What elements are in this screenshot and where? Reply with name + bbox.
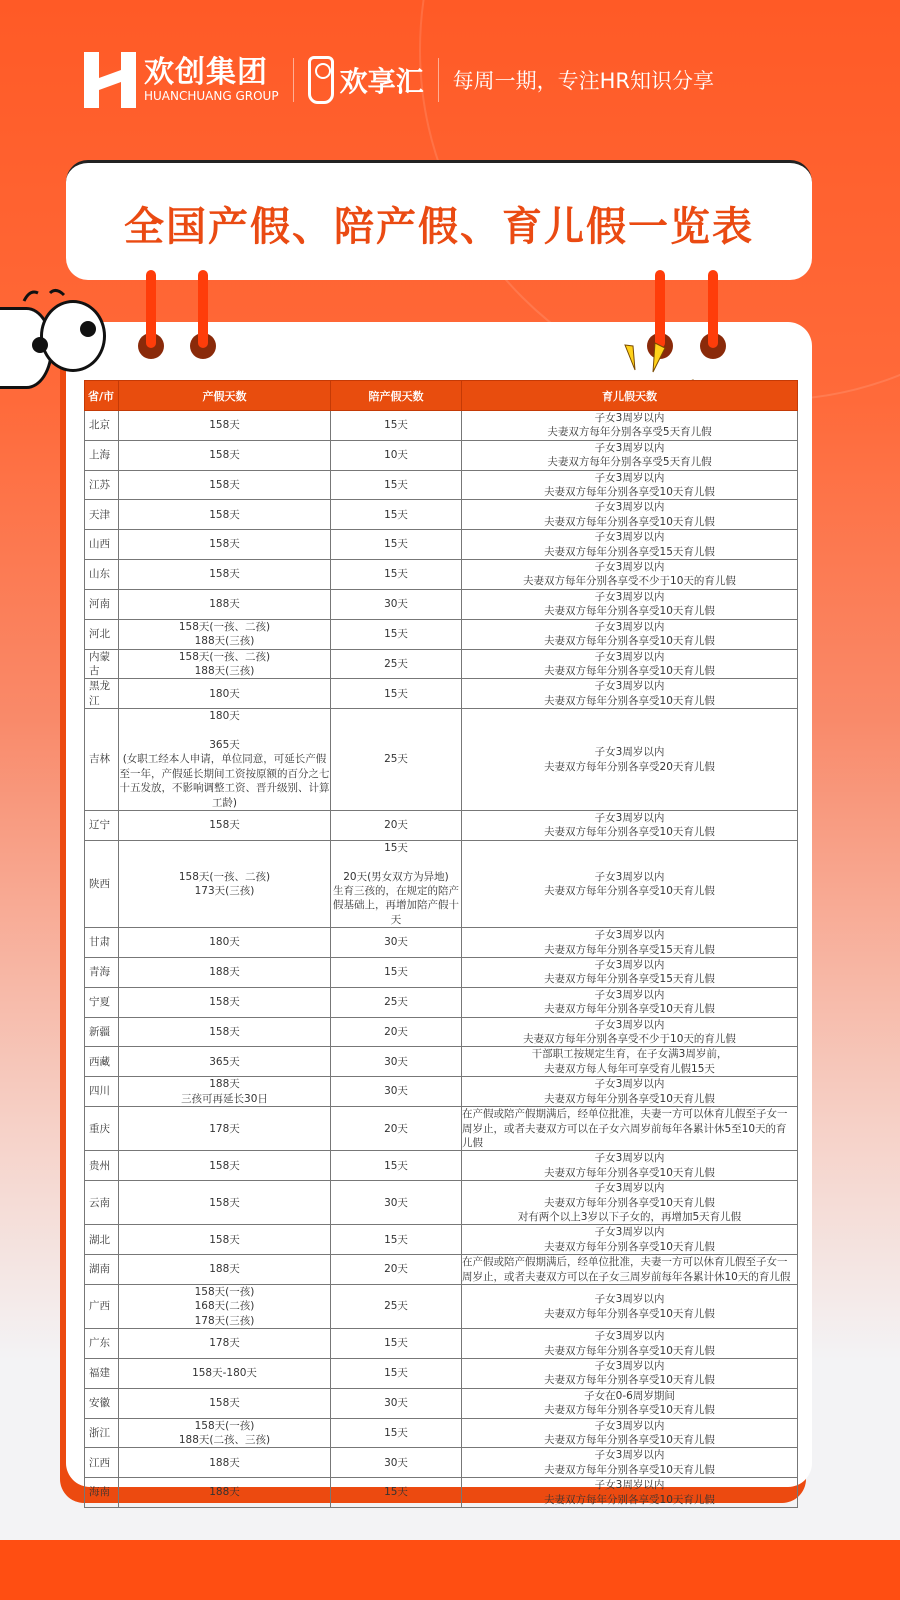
table-row [85, 470, 798, 500]
table-row [85, 928, 798, 958]
province-cell: 江西 [85, 1448, 119, 1478]
province-cell: 河南 [85, 589, 119, 619]
slogan: 每周一期，专注HR知识分享 [452, 69, 714, 93]
paternity-leave-cell: 15天 [331, 1359, 462, 1389]
parental-leave-cell: 子女3周岁以内 夫妻双方每年分别各享受10天育儿假 [462, 1478, 798, 1508]
parental-leave-cell: 子女3周岁以内 夫妻双方每年分别各享受10天育儿假 [462, 987, 798, 1017]
province-cell: 贵州 [85, 1151, 119, 1181]
maternity-leave-cell: 188天 [119, 958, 331, 988]
table-row [85, 1225, 798, 1255]
parental-leave-cell: 子女3周岁以内 夫妻双方每年分别各享受10天育儿假 [462, 1151, 798, 1181]
table-row [85, 649, 798, 679]
table-row [85, 709, 798, 811]
province-cell: 新疆 [85, 1017, 119, 1047]
table-row [85, 1017, 798, 1047]
maternity-leave-cell: 180天 [119, 679, 331, 709]
company-name-cn: 欢创集团 [144, 55, 268, 90]
province-cell: 山东 [85, 560, 119, 590]
paternity-leave-cell: 25天 [331, 987, 462, 1017]
paternity-leave-cell: 30天 [331, 1448, 462, 1478]
paternity-leave-cell: 15天 [331, 411, 462, 441]
maternity-leave-cell: 188天 [119, 1478, 331, 1508]
paternity-leave-cell: 15天 [331, 958, 462, 988]
province-cell: 山西 [85, 530, 119, 560]
parental-leave-cell: 子女3周岁以内 夫妻双方每年分别各享受不少于10天的育儿假 [462, 1017, 798, 1047]
province-cell: 江苏 [85, 470, 119, 500]
maternity-leave-cell: 158天 [119, 500, 331, 530]
maternity-leave-cell: 178天 [119, 1107, 331, 1151]
table-row [85, 411, 798, 441]
sub-brand-name: 欢享汇 [339, 65, 424, 98]
paternity-leave-cell: 15天 [331, 560, 462, 590]
maternity-leave-cell: 188天 [119, 1448, 331, 1478]
province-cell: 福建 [85, 1359, 119, 1389]
binder-ring [198, 270, 208, 348]
table-row [85, 1107, 798, 1151]
parental-leave-cell: 在产假或陪产假期满后，经单位批准，夫妻一方可以休育儿假至子女一周岁止，或者夫妻双方可以在子女三周岁前每年各累计休10天的育儿假 [462, 1255, 798, 1285]
table-row [85, 1284, 798, 1328]
divider [293, 58, 294, 102]
scroll-logo-icon [308, 56, 334, 104]
parental-leave-cell: 子女3周岁以内 夫妻双方每年分别各享受不少于10天的育儿假 [462, 560, 798, 590]
table-row [85, 530, 798, 560]
table-row [85, 840, 798, 927]
page-title: 全国产假、陪产假、育儿假一览表 [124, 204, 754, 250]
paternity-leave-cell: 30天 [331, 589, 462, 619]
maternity-leave-cell: 158天(一孩) 188天(二孩、三孩) [119, 1418, 331, 1448]
parental-leave-cell: 子女在0-6周岁期间 夫妻双方每年分别各享受10天育儿假 [462, 1388, 798, 1418]
province-cell: 河北 [85, 619, 119, 649]
table-row [85, 1478, 798, 1508]
leave-table [84, 380, 798, 1508]
parental-leave-cell: 子女3周岁以内 夫妻双方每年分别各享受15天育儿假 [462, 530, 798, 560]
paternity-leave-cell: 20天 [331, 1017, 462, 1047]
maternity-leave-cell: 365天 [119, 1047, 331, 1077]
column-header: 育儿假天数 [462, 381, 798, 411]
province-cell: 内蒙古 [85, 649, 119, 679]
column-header: 省/市 [85, 381, 119, 411]
paternity-leave-cell: 15天 [331, 1418, 462, 1448]
company-name-en: HUANCHUANG GROUP [144, 89, 279, 103]
maternity-leave-cell: 158天 [119, 1017, 331, 1047]
parental-leave-cell: 干部职工按规定生育，在子女满3周岁前， 夫妻双方每人每年可享受育儿假15天 [462, 1047, 798, 1077]
maternity-leave-cell: 158天(一孩、二孩) 188天(三孩) [119, 619, 331, 649]
parental-leave-cell: 子女3周岁以内 夫妻双方每年分别各享受15天育儿假 [462, 958, 798, 988]
binder-ring [146, 270, 156, 348]
maternity-leave-cell: 158天 [119, 1225, 331, 1255]
paternity-leave-cell: 10天 [331, 440, 462, 470]
paternity-leave-cell: 15天 [331, 1478, 462, 1508]
table-row [85, 1181, 798, 1225]
parental-leave-cell: 子女3周岁以内 夫妻双方每年分别各享受10天育儿假 对有两个以上3岁以下子女的，再增加5天育儿假 [462, 1181, 798, 1225]
paternity-leave-cell: 15天 [331, 470, 462, 500]
paternity-leave-cell: 15天 20天(男女双方为异地) 生育三孩的，在规定的陪产假基础上，再增加陪产假十天 [331, 840, 462, 927]
parental-leave-cell: 子女3周岁以内 夫妻双方每年分别各享受5天育儿假 [462, 440, 798, 470]
parental-leave-cell: 在产假或陪产假期满后，经单位批准，夫妻一方可以休育儿假至子女一周岁止，或者夫妻双方可以在子女六周岁前每年各累计休5至10天的育儿假 [462, 1107, 798, 1151]
maternity-leave-cell: 158天 [119, 530, 331, 560]
paternity-leave-cell: 25天 [331, 1284, 462, 1328]
table-row [85, 1388, 798, 1418]
maternity-leave-cell: 178天 [119, 1329, 331, 1359]
cartoon-eyes-icon [0, 285, 110, 385]
paternity-leave-cell: 20天 [331, 1255, 462, 1285]
maternity-leave-cell: 158天 [119, 1388, 331, 1418]
divider [438, 58, 439, 102]
paternity-leave-cell: 15天 [331, 619, 462, 649]
province-cell: 广西 [85, 1284, 119, 1328]
maternity-leave-cell: 158天(一孩、二孩) 188天(三孩) [119, 649, 331, 679]
table-row [85, 589, 798, 619]
parental-leave-cell: 子女3周岁以内 夫妻双方每年分别各享受10天育儿假 [462, 619, 798, 649]
table-row [85, 987, 798, 1017]
parental-leave-cell: 子女3周岁以内 夫妻双方每年分别各享受10天育儿假 [462, 500, 798, 530]
maternity-leave-cell: 188天 [119, 1255, 331, 1285]
maternity-leave-cell: 180天 365天 (女职工经本人申请，单位同意，可延长产假至一年，产假延长期间工资按原额的百分之七十五发放，不影响调整工资、晋升级别、计算工龄) [119, 710, 330, 809]
table-row [85, 1047, 798, 1077]
parental-leave-cell: 子女3周岁以内 夫妻双方每年分别各享受10天育儿假 [462, 470, 798, 500]
paternity-leave-cell: 30天 [331, 1388, 462, 1418]
paternity-leave-cell: 30天 [331, 1181, 462, 1225]
paternity-leave-cell: 25天 [331, 709, 462, 811]
province-cell: 宁夏 [85, 987, 119, 1017]
province-cell: 安徽 [85, 1388, 119, 1418]
province-cell: 湖南 [85, 1255, 119, 1285]
maternity-leave-cell: 158天 [119, 987, 331, 1017]
province-cell: 广东 [85, 1329, 119, 1359]
parental-leave-cell: 子女3周岁以内 夫妻双方每年分别各享受10天育儿假 [462, 1359, 798, 1389]
table-row [85, 1359, 798, 1389]
province-cell: 陕西 [85, 840, 119, 927]
paternity-leave-cell: 15天 [331, 500, 462, 530]
province-cell: 西藏 [85, 1047, 119, 1077]
maternity-leave-cell: 158天 [119, 411, 331, 441]
paternity-leave-cell: 15天 [331, 1151, 462, 1181]
maternity-leave-cell: 158天 [119, 560, 331, 590]
parental-leave-cell: 子女3周岁以内 夫妻双方每年分别各享受10天育儿假 [462, 1077, 798, 1107]
table-row [85, 1151, 798, 1181]
paternity-leave-cell: 30天 [331, 928, 462, 958]
province-cell: 天津 [85, 500, 119, 530]
maternity-leave-cell: 158天 [119, 470, 331, 500]
parental-leave-cell: 子女3周岁以内 夫妻双方每年分别各享受15天育儿假 [462, 928, 798, 958]
parental-leave-cell: 子女3周岁以内 夫妻双方每年分别各享受10天育儿假 [462, 1448, 798, 1478]
table-row [85, 679, 798, 709]
parental-leave-cell: 子女3周岁以内 夫妻双方每年分别各享受10天育儿假 [462, 1284, 798, 1328]
binder-ring [655, 270, 665, 348]
paternity-leave-cell: 25天 [331, 649, 462, 679]
province-cell: 四川 [85, 1077, 119, 1107]
table-row [85, 1448, 798, 1478]
maternity-leave-cell: 158天 [119, 440, 331, 470]
parental-leave-cell: 子女3周岁以内 夫妻双方每年分别各享受10天育儿假 [462, 679, 798, 709]
paternity-leave-cell: 15天 [331, 679, 462, 709]
brand-header [84, 52, 824, 108]
title-card [66, 160, 812, 280]
paternity-leave-cell: 15天 [331, 530, 462, 560]
maternity-leave-cell: 158天-180天 [119, 1359, 331, 1389]
maternity-leave-cell: 188天 三孩可再延长30日 [119, 1077, 331, 1107]
province-cell: 云南 [85, 1181, 119, 1225]
huanchuang-logo-icon [84, 52, 136, 108]
province-cell: 重庆 [85, 1107, 119, 1151]
table-row [85, 958, 798, 988]
parental-leave-cell: 子女3周岁以内 夫妻双方每年分别各享受10天育儿假 [462, 589, 798, 619]
maternity-leave-cell: 180天 [119, 928, 331, 958]
province-cell: 海南 [85, 1478, 119, 1508]
parental-leave-cell: 子女3周岁以内 夫妻双方每年分别各享受10天育儿假 [462, 649, 798, 679]
province-cell: 甘肃 [85, 928, 119, 958]
table-header-row [85, 381, 798, 411]
province-cell: 北京 [85, 411, 119, 441]
paternity-leave-cell: 15天 [331, 1225, 462, 1255]
parental-leave-cell: 子女3周岁以内 夫妻双方每年分别各享受10天育儿假 [462, 1225, 798, 1255]
parental-leave-cell: 子女3周岁以内 夫妻双方每年分别各享受10天育儿假 [462, 1329, 798, 1359]
paternity-leave-cell: 30天 [331, 1047, 462, 1077]
footer-bar [0, 1540, 900, 1600]
maternity-leave-cell: 158天 [119, 810, 331, 840]
parental-leave-cell: 子女3周岁以内 夫妻双方每年分别各享受10天育儿假 [462, 810, 798, 840]
binder-ring [708, 270, 718, 348]
parental-leave-cell: 子女3周岁以内 夫妻双方每年分别各享受10天育儿假 [462, 840, 798, 927]
province-cell: 辽宁 [85, 810, 119, 840]
province-cell: 吉林 [85, 709, 119, 811]
province-cell: 上海 [85, 440, 119, 470]
maternity-leave-cell: 158天(一孩、二孩) 173天(三孩) [119, 840, 331, 927]
maternity-leave-cell: 158天 [119, 1151, 331, 1181]
province-cell: 青海 [85, 958, 119, 988]
province-cell: 浙江 [85, 1418, 119, 1448]
maternity-leave-cell: 158天 [119, 1181, 331, 1225]
province-cell: 黑龙江 [85, 679, 119, 709]
table-row [85, 619, 798, 649]
parental-leave-cell: 子女3周岁以内 夫妻双方每年分别各享受10天育儿假 [462, 1418, 798, 1448]
table-row [85, 1418, 798, 1448]
province-cell: 湖北 [85, 1225, 119, 1255]
table-row [85, 1255, 798, 1285]
parental-leave-cell: 子女3周岁以内 夫妻双方每年分别各享受20天育儿假 [462, 709, 798, 811]
column-header: 产假天数 [119, 381, 331, 411]
table-row [85, 810, 798, 840]
paternity-leave-cell: 30天 [331, 1077, 462, 1107]
table-row [85, 560, 798, 590]
paternity-leave-cell: 20天 [331, 1107, 462, 1151]
paternity-leave-cell: 20天 [331, 810, 462, 840]
table-row [85, 440, 798, 470]
column-header: 陪产假天数 [331, 381, 462, 411]
table-row [85, 500, 798, 530]
maternity-leave-cell: 158天(一孩) 168天(二孩) 178天(三孩) [119, 1284, 331, 1328]
paternity-leave-cell: 15天 [331, 1329, 462, 1359]
parental-leave-cell: 子女3周岁以内 夫妻双方每年分别各享受5天育儿假 [462, 411, 798, 441]
table-row [85, 1329, 798, 1359]
maternity-leave-cell: 188天 [119, 589, 331, 619]
table-row [85, 1077, 798, 1107]
